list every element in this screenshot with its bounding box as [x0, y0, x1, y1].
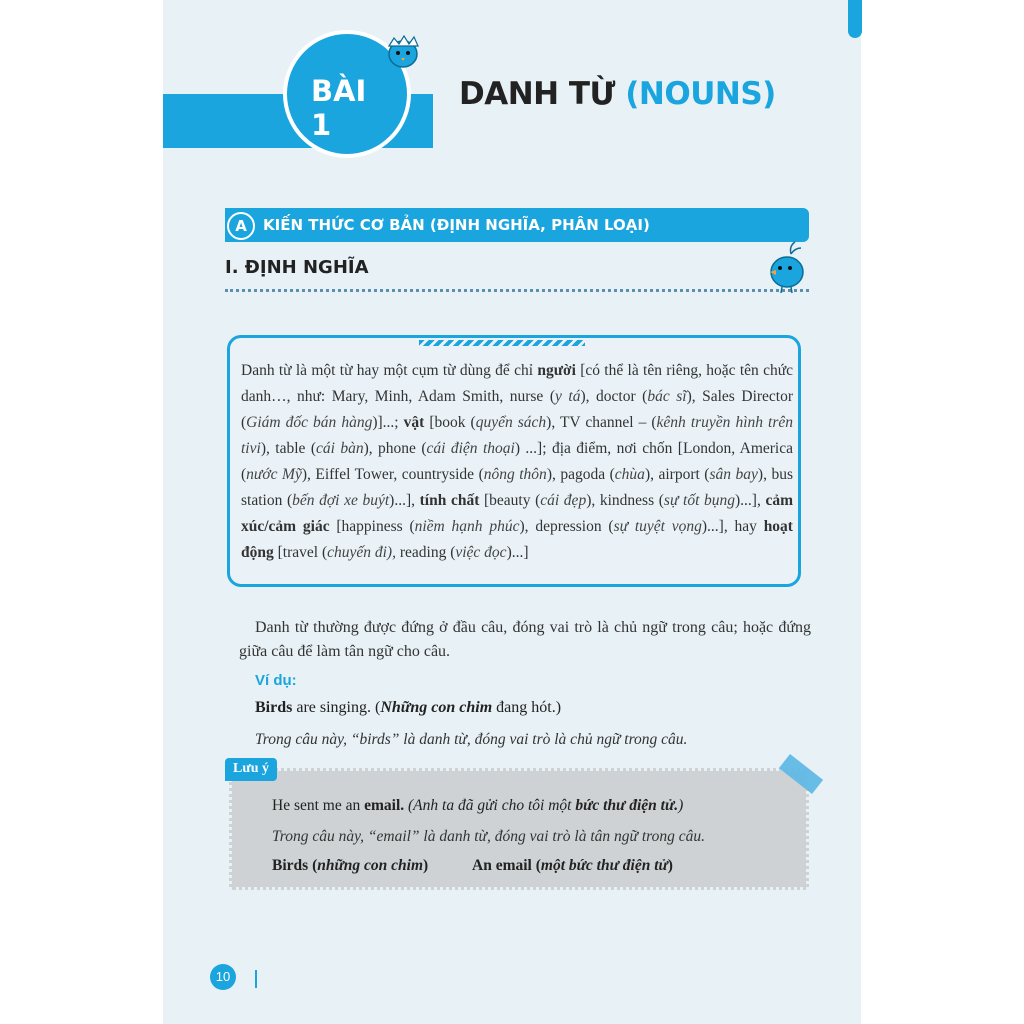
body-paragraph: Danh từ thường được đứng ở đầu câu, đóng vai trò là chủ ngữ trong câu; hoặc đứng giữa câu để làm tân ngữ cho câu. — [239, 619, 811, 660]
lesson-label: BÀI 1 — [311, 74, 367, 142]
note-label: Lưu ý — [225, 758, 277, 781]
page-margin — [861, 0, 1024, 1024]
title-main: DANH TỪ — [459, 76, 615, 112]
note-word-birds: Birds (những con chim) — [272, 857, 429, 874]
section-title: KIẾN THỨC CƠ BẢN (ĐỊNH NGHĨA, PHÂN LOẠI) — [263, 216, 650, 234]
edge-tab — [848, 0, 862, 38]
example-heading: Ví dụ: — [255, 672, 297, 689]
bird-mascot-icon — [767, 240, 811, 296]
page-number: 10 — [210, 964, 236, 990]
lesson-title — [459, 76, 776, 112]
definition-box-stripe — [419, 340, 585, 346]
book-page — [163, 0, 861, 1024]
note-line-2: Trong câu này, “email” là danh từ, đóng vai trò là tân ngữ trong câu. — [272, 828, 705, 845]
note-line-1: He sent me an email. (Anh ta đã gửi cho tôi một bức thư điện tử.) — [272, 797, 684, 814]
subsection-title: I. ĐỊNH NGHĨA — [225, 257, 369, 278]
definition-text: Danh từ là một từ hay một cụm từ dùng để chỉ người [có thể là tên riêng, hoặc tên chức danh…, như: Mary, Minh, Adam Smith, nurse (y tá), doctor (bác sĩ), Sales Director (Giám đốc bán hàng)]...; vật [book (quyển sách), TV channel – (kênh truyền hình trên tivi), table (cái bàn), phone (cái điện thoại) ...]; địa điểm, nơi chốn [London, America (nước Mỹ), Eiffel Tower, countryside (nông thôn), pagoda (chùa), airport (sân bay), bus station (bến đợi xe buýt)...], tính chất [beauty (cái đẹp), kindness (sự tốt bụng)...], cảm xúc/cảm giác [happiness (niềm hạnh phúc), depression (sự tuyệt vọng)...], hay hoạt động [travel (chuyến đi), reading (việc đọc)...] — [241, 362, 794, 561]
example-note: Trong câu này, “birds” là danh từ, đóng vai trò là chủ ngữ trong câu. — [255, 731, 688, 748]
example-sentence: Birds are singing. (Những con chim đang hót.) — [255, 699, 562, 716]
page-number-bar — [255, 970, 257, 988]
bird-eggshell-icon — [381, 28, 425, 72]
note-word-email: An email (một bức thư điện tử) — [472, 857, 673, 874]
section-letter: A — [227, 212, 255, 240]
dotted-divider — [225, 289, 809, 292]
title-english: (NOUNS) — [625, 76, 776, 112]
